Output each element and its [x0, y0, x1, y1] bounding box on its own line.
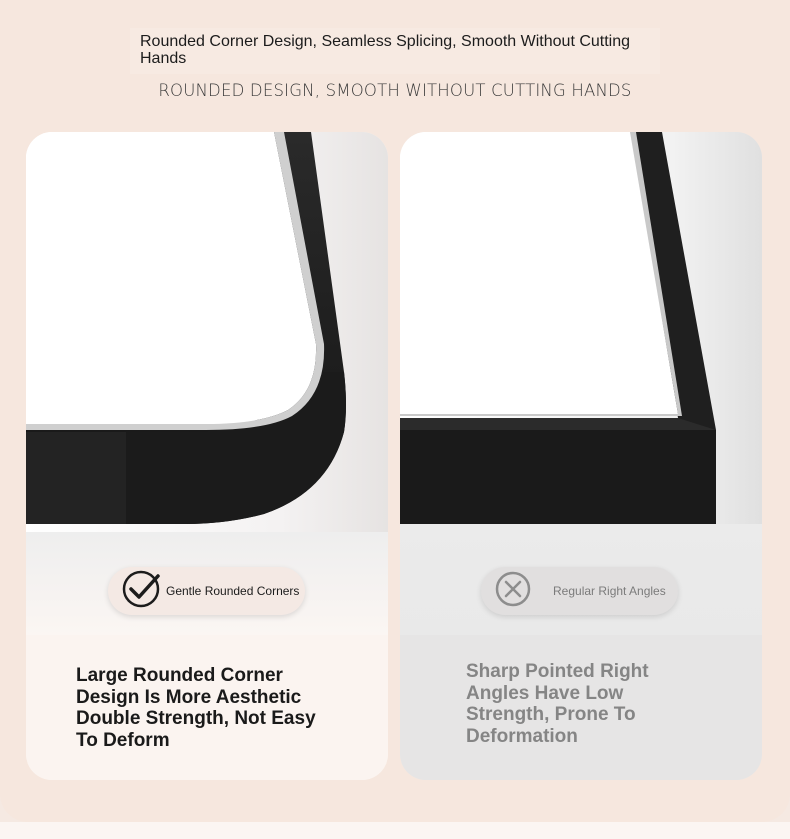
bottom-strip: [0, 822, 790, 839]
rounded-corners-badge: [108, 567, 305, 615]
right-angle-description: Sharp Pointed Right Angles Have Low Strength, Prone To Deformation: [466, 661, 649, 747]
rounded-frame-photo: [26, 132, 388, 635]
right-angle-frame-photo: [400, 132, 762, 635]
x-circle-icon: [493, 569, 533, 614]
badge-label: Regular Right Angles: [553, 584, 666, 598]
check-circle-icon: [120, 568, 162, 615]
page-title: Rounded Corner Design, Seamless Splicing, Smooth Without Cutting Hands: [130, 28, 660, 74]
rounded-corner-description: Large Rounded Corner Design Is More Aesthetic Double Strength, Not Easy To Deform: [76, 665, 316, 751]
page-subtitle: ROUNDED DESIGN, SMOOTH WITHOUT CUTTING HANDS: [158, 81, 632, 100]
badge-label: Gentle Rounded Corners: [166, 584, 300, 598]
right-angle-card: [400, 132, 762, 780]
description-panel: [400, 635, 762, 780]
right-angles-badge: [481, 567, 678, 615]
description-panel: [26, 635, 388, 780]
rounded-corner-card: [26, 132, 388, 780]
